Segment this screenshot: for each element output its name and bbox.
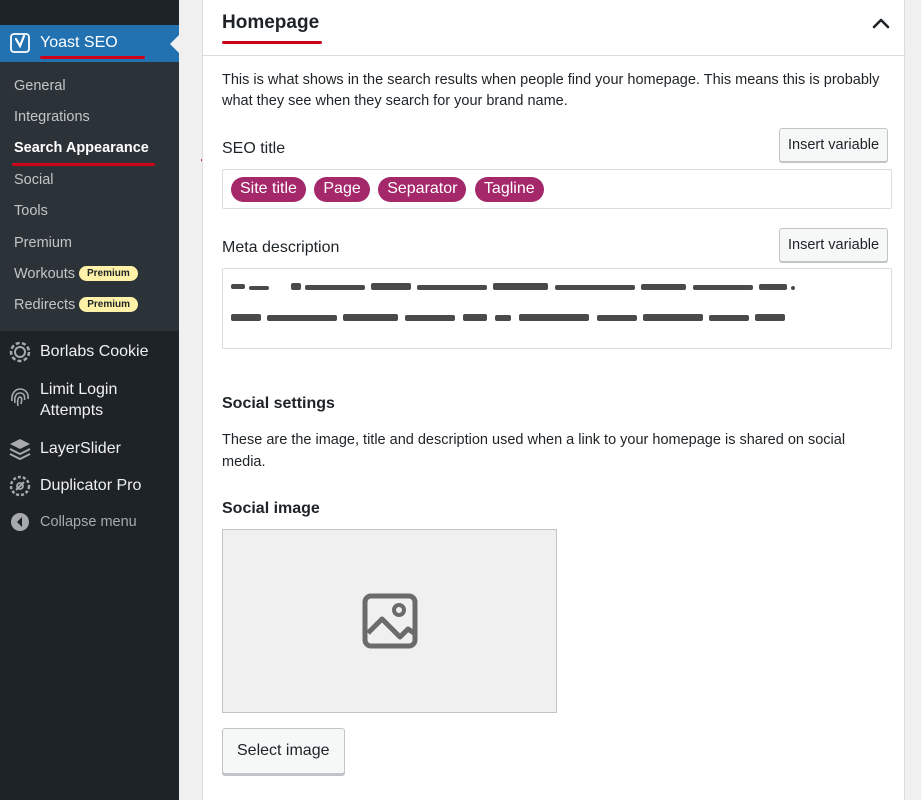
layers-icon (8, 437, 32, 461)
seo-title-label: SEO title (222, 140, 286, 157)
duplicator-icon (8, 474, 32, 498)
meta-description-input[interactable] (222, 268, 892, 349)
variable-pill[interactable]: Site title (231, 177, 306, 202)
yoast-submenu (0, 62, 179, 331)
variable-pill[interactable]: Tagline (475, 177, 544, 202)
submenu-search-appearance[interactable]: Search Appearance (14, 140, 149, 156)
annotation-underline (222, 41, 322, 44)
social-settings-desc: These are the image, title and description used when a link to your homepage is shared on social media. (222, 432, 846, 470)
annotation-underline (12, 163, 155, 166)
submenu-social[interactable]: Social (14, 172, 54, 188)
sidebar-item-limit-login[interactable]: Limit Login Attempts (0, 379, 179, 423)
social-settings-title: Social settings (222, 395, 335, 412)
insert-variable-button[interactable]: Insert variable (779, 128, 888, 162)
social-image-label: Social image (222, 500, 320, 517)
page-title: Homepage (222, 12, 320, 33)
social-image-placeholder[interactable] (222, 529, 557, 713)
sidebar-item-label: Yoast SEO (40, 34, 118, 51)
insert-variable-button[interactable]: Insert variable (779, 228, 888, 262)
divider (203, 55, 906, 56)
submenu-general[interactable]: General (14, 78, 66, 94)
variable-pill[interactable]: Separator (378, 177, 466, 202)
redacted-text (223, 269, 893, 350)
sidebar-item-borlabs-cookie[interactable]: Borlabs Cookie (0, 340, 179, 364)
annotation-underline (40, 56, 145, 59)
meta-description-label: Meta description (222, 239, 340, 256)
sidebar-item-duplicator-pro[interactable]: Duplicator Pro (0, 474, 179, 498)
collapse-icon (10, 512, 30, 532)
current-menu-arrow (170, 35, 179, 53)
yoast-icon (10, 33, 30, 53)
sidebar-item-layerslider[interactable]: LayerSlider (0, 437, 179, 461)
image-icon (362, 593, 418, 649)
sidebar-item-yoast-seo[interactable] (0, 25, 179, 62)
submenu-premium[interactable]: Premium (14, 235, 73, 251)
fingerprint-icon (8, 385, 32, 409)
chevron-up-icon[interactable] (872, 16, 890, 30)
submenu-redirects[interactable]: Redirects Premium (14, 297, 138, 313)
variable-pill[interactable]: Page (314, 177, 369, 202)
premium-badge: Premium (79, 266, 138, 281)
premium-badge: Premium (79, 297, 138, 312)
collapse-menu-button[interactable]: Collapse menu (0, 512, 179, 534)
select-image-button[interactable]: Select image (222, 728, 345, 774)
submenu-integrations[interactable]: Integrations (14, 109, 90, 125)
submenu-workouts[interactable]: Workouts Premium (14, 266, 138, 282)
homepage-intro-text: This is what shows in the search results when people find your homepage. This means this is probably what they see when they search for your brand name. (222, 72, 880, 109)
cog-icon (8, 340, 32, 364)
homepage-panel (202, 0, 905, 800)
admin-sidebar (0, 0, 179, 800)
submenu-tools[interactable]: Tools (14, 203, 48, 219)
seo-title-input[interactable] (222, 169, 892, 209)
